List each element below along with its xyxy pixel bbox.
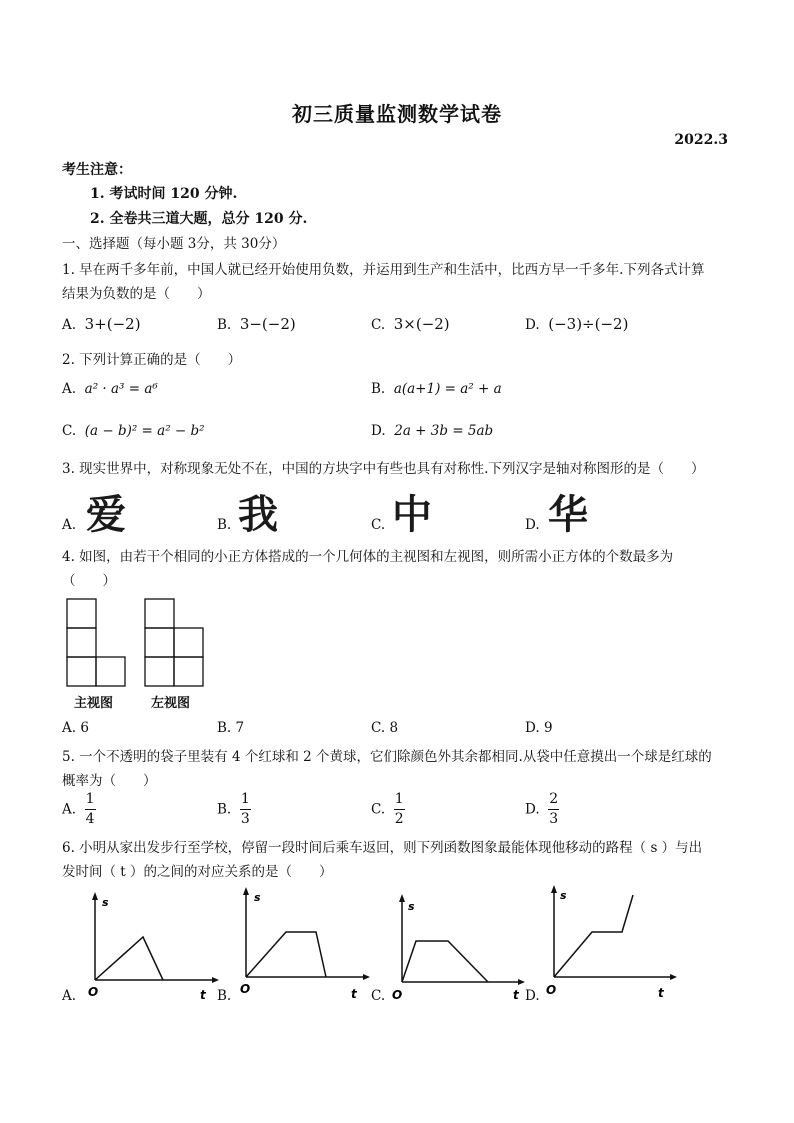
- axis-label-s: s: [560, 889, 567, 902]
- front-view: [67, 599, 125, 686]
- option-value: 7: [235, 720, 245, 736]
- option-label: A.: [62, 720, 77, 736]
- q2-option-c[interactable]: [62, 423, 205, 439]
- option-label: D.: [371, 423, 386, 439]
- origin-label: O: [240, 982, 251, 996]
- q5-option-b[interactable]: [217, 792, 251, 827]
- y-arrow: [243, 887, 249, 895]
- q5-option-a[interactable]: [62, 792, 96, 827]
- y-arrow: [92, 892, 98, 900]
- origin-label: O: [88, 985, 99, 999]
- page-title: 初三质量监测数学试卷: [292, 102, 502, 126]
- graph-line: [246, 932, 326, 977]
- axis-label-s: s: [102, 896, 109, 909]
- option-label: B.: [217, 317, 232, 333]
- q2-option-d[interactable]: [371, 423, 493, 439]
- q1-option-c[interactable]: [371, 315, 450, 333]
- x-arrow: [670, 974, 677, 980]
- q3-option-d-label[interactable]: D.: [525, 517, 540, 533]
- option-label: B.: [217, 720, 232, 736]
- axis-label-s: s: [408, 900, 415, 913]
- origin-label: O: [546, 983, 557, 997]
- q3-option-b-label[interactable]: B.: [217, 517, 232, 533]
- q3-stem: 3. 现实世界中，对称现象无处不在，中国的方块字中有些也具有对称性.下列汉字是轴对称图形的是（ ）: [62, 461, 705, 477]
- q6-option-b[interactable]: B.: [217, 988, 232, 1004]
- fraction-bar: [548, 809, 559, 810]
- q5-stem-line2: 概率为（ ）: [62, 773, 157, 789]
- q4-option-c[interactable]: [371, 720, 398, 736]
- fraction-bar: [394, 809, 405, 810]
- axis-label-t: t: [513, 988, 519, 1002]
- notice-item-1: 1. 考试时间 120 分钟.: [90, 186, 238, 202]
- denominator: 2: [394, 811, 404, 827]
- q4-views-figure: [64, 596, 214, 688]
- q4-option-d[interactable]: [525, 720, 553, 736]
- graph-line: [402, 941, 488, 982]
- denominator: 3: [240, 811, 250, 827]
- q6-stem-line1: 6. 小明从家出发步行至学校，停留一段时间后乘车返回，则下列函数图象最能体现他移动的路程（ s ）与出: [62, 840, 703, 856]
- exam-date: 2022.3: [674, 132, 728, 148]
- q1-option-a[interactable]: [62, 315, 141, 333]
- axis-label-t: t: [200, 988, 206, 1002]
- numerator: 1: [85, 791, 95, 807]
- q6-graph-d: [540, 885, 680, 1004]
- q3-char-ai: 爱: [86, 492, 126, 538]
- option-label: B.: [217, 801, 232, 818]
- section-heading: 一、选择题（每小题 3分，共 30分）: [62, 236, 286, 252]
- option-label: D.: [525, 317, 540, 333]
- q5-stem-line1: 5. 一个不透明的袋子里装有 4 个红球和 2 个黄球，它们除颜色外其余都相同.从袋中任意摸出一个球是红球的: [62, 749, 712, 765]
- q2-option-b[interactable]: [371, 381, 502, 397]
- numerator: 1: [394, 791, 404, 807]
- y-arrow: [551, 885, 557, 893]
- fraction: [394, 792, 405, 827]
- option-expr: a² · a³ = a⁶: [84, 381, 158, 397]
- q3-char-zhong: 中: [392, 492, 432, 538]
- q2-stem: 2. 下列计算正确的是（ ）: [62, 352, 242, 368]
- notice-item-2: 2. 全卷共三道大题，总分 120 分.: [90, 211, 308, 227]
- fraction: [85, 792, 96, 827]
- q6-graph-c: [388, 894, 528, 1004]
- option-label: A.: [62, 317, 77, 333]
- origin-label: O: [392, 988, 403, 1002]
- axis-label-t: t: [351, 987, 357, 1001]
- side-view-label: 左视图: [151, 696, 191, 711]
- option-expr: (a − b)² = a² − b²: [84, 423, 205, 439]
- option-expr: 3+(−2): [84, 315, 141, 333]
- numerator: 1: [240, 791, 250, 807]
- q4-option-b[interactable]: [217, 720, 244, 736]
- option-expr: 2a + 3b = 5ab: [394, 423, 494, 439]
- denominator: 4: [85, 811, 95, 827]
- option-label: C.: [62, 423, 77, 439]
- y-arrow: [399, 894, 405, 902]
- q1-stem-line2: 结果为负数的是（ ）: [62, 286, 211, 302]
- option-label: C.: [371, 801, 386, 818]
- q1-stem-line1: 1. 早在两千多年前，中国人就已经开始使用负数，并运用到生产和生活中，比西方早一千多年.下列各式计算: [62, 262, 705, 278]
- fraction: [240, 792, 251, 827]
- numerator: 2: [549, 791, 559, 807]
- q4-option-a[interactable]: [62, 720, 89, 736]
- q1-option-d[interactable]: [525, 315, 628, 333]
- option-label: D.: [525, 720, 540, 736]
- q4-stem-line1: 4. 如图，由若干个相同的小正方体搭成的一个几何体的主视图和左视图，则所需小正方体的个数最多为: [62, 549, 674, 565]
- axis-label-t: t: [658, 986, 664, 1000]
- side-view: [145, 599, 203, 686]
- graph-line: [95, 937, 163, 980]
- q3-option-a-label[interactable]: A.: [62, 517, 77, 533]
- q6-option-d[interactable]: D.: [525, 988, 540, 1004]
- q3-char-wo: 我: [238, 492, 278, 538]
- q2-option-a[interactable]: [62, 381, 158, 397]
- q6-option-a[interactable]: A.: [62, 988, 77, 1004]
- q4-stem-line2: （ ）: [62, 573, 116, 589]
- q3-option-c-label[interactable]: C.: [371, 517, 386, 533]
- q5-option-c[interactable]: [371, 792, 405, 827]
- option-label: A.: [62, 801, 77, 818]
- q6-option-c[interactable]: C.: [371, 988, 386, 1004]
- q5-option-d[interactable]: [525, 792, 559, 827]
- graph-line: [554, 895, 633, 977]
- fraction-bar: [240, 809, 251, 810]
- option-expr: a(a+1) = a² + a: [393, 381, 502, 397]
- q3-char-hua: 华: [548, 492, 588, 538]
- x-arrow: [212, 977, 219, 983]
- option-value: 9: [543, 720, 553, 736]
- q6-graph-a: [80, 892, 220, 1004]
- x-arrow: [518, 979, 525, 985]
- fraction-bar: [85, 809, 96, 810]
- option-value: 6: [80, 720, 89, 736]
- denominator: 3: [549, 811, 559, 827]
- option-expr: 3×(−2): [393, 315, 450, 333]
- notice-heading: 考生注意：: [62, 162, 132, 178]
- option-expr: (−3)÷(−2): [548, 315, 629, 333]
- q6-graph-b: [231, 885, 371, 1004]
- option-value: 8: [389, 720, 399, 736]
- option-expr: 3−(−2): [239, 315, 296, 333]
- q1-option-b[interactable]: [217, 315, 296, 333]
- option-label: D.: [525, 801, 540, 818]
- front-view-label: 主视图: [74, 696, 114, 711]
- q6-stem-line2: 发时间（ t ）的之间的对应关系的是（ ）: [62, 864, 333, 880]
- option-label: A.: [62, 381, 77, 397]
- option-label: C.: [371, 317, 386, 333]
- option-label: B.: [371, 381, 386, 397]
- axis-label-s: s: [254, 891, 261, 904]
- x-arrow: [363, 974, 370, 980]
- option-label: C.: [371, 720, 386, 736]
- fraction: [548, 792, 559, 827]
